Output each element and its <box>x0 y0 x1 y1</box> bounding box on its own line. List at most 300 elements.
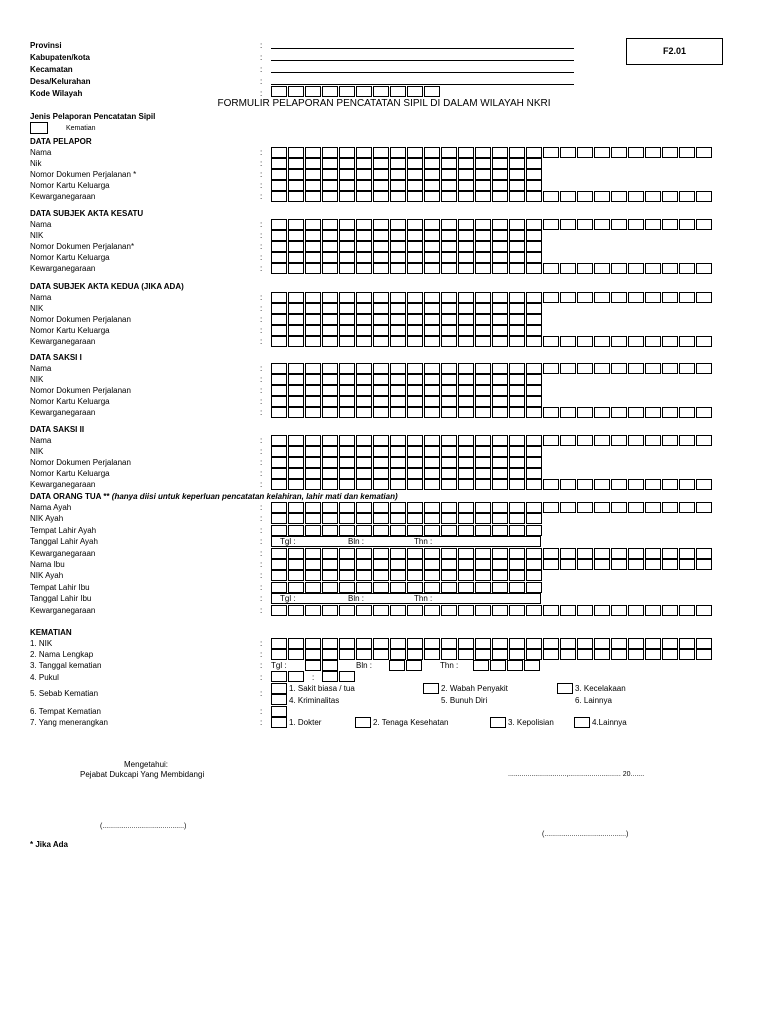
input-cell[interactable] <box>509 180 525 191</box>
input-cell[interactable] <box>441 263 457 274</box>
input-cell[interactable] <box>475 548 491 559</box>
input-cell[interactable] <box>390 363 406 374</box>
input-cell[interactable] <box>356 363 372 374</box>
input-cell[interactable] <box>339 169 355 180</box>
input-cell[interactable] <box>543 638 559 649</box>
input-cell[interactable] <box>339 86 355 97</box>
input-cell[interactable] <box>594 336 610 347</box>
input-cell[interactable] <box>407 263 423 274</box>
input-cell[interactable] <box>407 479 423 490</box>
input-cell[interactable] <box>594 502 610 513</box>
input-cell[interactable] <box>526 407 542 418</box>
input-cell[interactable] <box>407 638 423 649</box>
input-cell[interactable] <box>458 252 474 263</box>
input-cell[interactable] <box>271 180 287 191</box>
input-cell[interactable] <box>322 502 338 513</box>
input-cell[interactable] <box>271 396 287 407</box>
input-cell[interactable] <box>611 502 627 513</box>
input-cell[interactable] <box>696 548 712 559</box>
input-cell[interactable] <box>356 559 372 570</box>
input-cell[interactable] <box>407 649 423 660</box>
input-cell[interactable] <box>492 435 508 446</box>
input-cell[interactable] <box>322 292 338 303</box>
input-cell[interactable] <box>271 191 287 202</box>
input-cell[interactable] <box>322 468 338 479</box>
sebab-checkbox[interactable] <box>557 683 573 694</box>
input-cell[interactable] <box>526 374 542 385</box>
input-cell[interactable] <box>645 435 661 446</box>
input-cell[interactable] <box>339 191 355 202</box>
input-cell[interactable] <box>407 336 423 347</box>
input-cell[interactable] <box>322 230 338 241</box>
sebab-checkbox[interactable] <box>271 694 287 705</box>
input-cell[interactable] <box>679 435 695 446</box>
input-cell[interactable] <box>390 325 406 336</box>
input-cell[interactable] <box>356 325 372 336</box>
input-cell[interactable] <box>406 660 422 671</box>
input-cell[interactable] <box>441 180 457 191</box>
input-cell[interactable] <box>475 158 491 169</box>
input-cell[interactable] <box>390 582 406 593</box>
input-cell[interactable] <box>526 559 542 570</box>
input-cell[interactable] <box>339 407 355 418</box>
input-cell[interactable] <box>492 263 508 274</box>
input-cell[interactable] <box>475 502 491 513</box>
input-cell[interactable] <box>271 559 287 570</box>
input-cell[interactable] <box>288 582 304 593</box>
input-cell[interactable] <box>390 605 406 616</box>
input-cell[interactable] <box>543 191 559 202</box>
input-cell[interactable] <box>424 147 440 158</box>
input-cell[interactable] <box>424 385 440 396</box>
input-cell[interactable] <box>577 363 593 374</box>
input-cell[interactable] <box>322 525 338 536</box>
input-cell[interactable] <box>492 158 508 169</box>
input-cell[interactable] <box>594 292 610 303</box>
input-cell[interactable] <box>492 638 508 649</box>
input-cell[interactable] <box>645 191 661 202</box>
input-cell[interactable] <box>390 548 406 559</box>
input-cell[interactable] <box>492 169 508 180</box>
input-cell[interactable] <box>339 396 355 407</box>
input-cell[interactable] <box>424 479 440 490</box>
input-cell[interactable] <box>628 219 644 230</box>
input-cell[interactable] <box>390 158 406 169</box>
input-cell[interactable] <box>628 363 644 374</box>
input-cell[interactable] <box>645 407 661 418</box>
header-field-line[interactable] <box>271 84 574 85</box>
input-cell[interactable] <box>373 147 389 158</box>
input-cell[interactable] <box>322 180 338 191</box>
input-cell[interactable] <box>339 147 355 158</box>
input-cell[interactable] <box>373 169 389 180</box>
input-cell[interactable] <box>560 479 576 490</box>
input-cell[interactable] <box>271 525 287 536</box>
input-cell[interactable] <box>271 86 287 97</box>
input-cell[interactable] <box>577 435 593 446</box>
input-cell[interactable] <box>611 407 627 418</box>
input-cell[interactable] <box>356 241 372 252</box>
input-cell[interactable] <box>577 219 593 230</box>
place-date-line[interactable]: ..............................,........................... 20....... <box>508 771 645 778</box>
input-cell[interactable] <box>526 191 542 202</box>
input-cell[interactable] <box>271 649 287 660</box>
input-cell[interactable] <box>475 336 491 347</box>
input-cell[interactable] <box>356 525 372 536</box>
input-cell[interactable] <box>322 649 338 660</box>
input-cell[interactable] <box>288 457 304 468</box>
menerangkan-checkbox[interactable] <box>574 717 590 728</box>
input-cell[interactable] <box>594 605 610 616</box>
input-cell[interactable] <box>509 336 525 347</box>
input-cell[interactable] <box>424 325 440 336</box>
input-cell[interactable] <box>441 230 457 241</box>
input-cell[interactable] <box>322 660 338 671</box>
input-cell[interactable] <box>305 435 321 446</box>
input-cell[interactable] <box>288 468 304 479</box>
input-cell[interactable] <box>271 548 287 559</box>
input-cell[interactable] <box>509 582 525 593</box>
input-cell[interactable] <box>679 263 695 274</box>
input-cell[interactable] <box>407 169 423 180</box>
input-cell[interactable] <box>492 241 508 252</box>
input-cell[interactable] <box>594 479 610 490</box>
input-cell[interactable] <box>288 396 304 407</box>
input-cell[interactable] <box>407 435 423 446</box>
input-cell[interactable] <box>526 147 542 158</box>
input-cell[interactable] <box>390 241 406 252</box>
input-cell[interactable] <box>458 241 474 252</box>
input-cell[interactable] <box>441 446 457 457</box>
input-cell[interactable] <box>390 396 406 407</box>
input-cell[interactable] <box>475 407 491 418</box>
input-cell[interactable] <box>577 479 593 490</box>
input-cell[interactable] <box>526 605 542 616</box>
input-cell[interactable] <box>356 219 372 230</box>
input-cell[interactable] <box>594 191 610 202</box>
input-cell[interactable] <box>373 446 389 457</box>
input-cell[interactable] <box>696 263 712 274</box>
input-cell[interactable] <box>373 191 389 202</box>
input-cell[interactable] <box>407 252 423 263</box>
input-cell[interactable] <box>339 252 355 263</box>
input-cell[interactable] <box>322 158 338 169</box>
input-cell[interactable] <box>526 582 542 593</box>
input-cell[interactable] <box>407 513 423 524</box>
input-cell[interactable] <box>356 502 372 513</box>
input-cell[interactable] <box>322 314 338 325</box>
input-cell[interactable] <box>305 303 321 314</box>
input-cell[interactable] <box>356 147 372 158</box>
input-cell[interactable] <box>696 605 712 616</box>
input-cell[interactable] <box>458 325 474 336</box>
input-cell[interactable] <box>492 559 508 570</box>
input-cell[interactable] <box>339 457 355 468</box>
input-cell[interactable] <box>339 468 355 479</box>
input-cell[interactable] <box>271 169 287 180</box>
input-cell[interactable] <box>441 219 457 230</box>
input-cell[interactable] <box>305 363 321 374</box>
input-cell[interactable] <box>492 513 508 524</box>
input-cell[interactable] <box>390 314 406 325</box>
input-cell[interactable] <box>441 303 457 314</box>
input-cell[interactable] <box>543 559 559 570</box>
input-cell[interactable] <box>373 502 389 513</box>
input-cell[interactable] <box>288 292 304 303</box>
input-cell[interactable] <box>424 513 440 524</box>
input-cell[interactable] <box>526 525 542 536</box>
input-cell[interactable] <box>373 559 389 570</box>
input-cell[interactable] <box>288 548 304 559</box>
input-cell[interactable] <box>390 435 406 446</box>
input-cell[interactable] <box>441 638 457 649</box>
input-cell[interactable] <box>271 292 287 303</box>
input-cell[interactable] <box>288 147 304 158</box>
input-cell[interactable] <box>543 605 559 616</box>
input-cell[interactable] <box>271 479 287 490</box>
input-cell[interactable] <box>577 649 593 660</box>
input-cell[interactable] <box>424 169 440 180</box>
input-cell[interactable] <box>475 513 491 524</box>
input-cell[interactable] <box>458 468 474 479</box>
input-cell[interactable] <box>458 570 474 581</box>
input-cell[interactable] <box>288 671 304 682</box>
input-cell[interactable] <box>373 314 389 325</box>
input-cell[interactable] <box>339 292 355 303</box>
input-cell[interactable] <box>509 292 525 303</box>
input-cell[interactable] <box>407 219 423 230</box>
input-cell[interactable] <box>424 396 440 407</box>
input-cell[interactable] <box>407 180 423 191</box>
input-cell[interactable] <box>458 219 474 230</box>
input-cell[interactable] <box>509 457 525 468</box>
input-cell[interactable] <box>645 605 661 616</box>
input-cell[interactable] <box>611 263 627 274</box>
input-cell[interactable] <box>373 513 389 524</box>
input-cell[interactable] <box>288 191 304 202</box>
input-cell[interactable] <box>628 559 644 570</box>
input-cell[interactable] <box>373 548 389 559</box>
input-cell[interactable] <box>611 147 627 158</box>
input-cell[interactable] <box>509 374 525 385</box>
input-cell[interactable] <box>407 407 423 418</box>
input-cell[interactable] <box>543 263 559 274</box>
input-cell[interactable] <box>339 336 355 347</box>
input-cell[interactable] <box>560 292 576 303</box>
date-field[interactable] <box>271 536 541 547</box>
input-cell[interactable] <box>679 219 695 230</box>
input-cell[interactable] <box>492 582 508 593</box>
input-cell[interactable] <box>322 671 338 682</box>
input-cell[interactable] <box>611 292 627 303</box>
input-cell[interactable] <box>322 446 338 457</box>
input-cell[interactable] <box>288 502 304 513</box>
input-cell[interactable] <box>339 263 355 274</box>
input-cell[interactable] <box>322 241 338 252</box>
input-cell[interactable] <box>356 169 372 180</box>
input-cell[interactable] <box>322 86 338 97</box>
input-cell[interactable] <box>441 241 457 252</box>
input-cell[interactable] <box>322 252 338 263</box>
input-cell[interactable] <box>424 468 440 479</box>
input-cell[interactable] <box>407 374 423 385</box>
input-cell[interactable] <box>509 303 525 314</box>
input-cell[interactable] <box>662 336 678 347</box>
input-cell[interactable] <box>662 638 678 649</box>
input-cell[interactable] <box>373 407 389 418</box>
input-cell[interactable] <box>441 363 457 374</box>
input-cell[interactable] <box>577 191 593 202</box>
input-cell[interactable] <box>356 548 372 559</box>
input-cell[interactable] <box>543 292 559 303</box>
input-cell[interactable] <box>356 570 372 581</box>
input-cell[interactable] <box>526 548 542 559</box>
input-cell[interactable] <box>373 525 389 536</box>
input-cell[interactable] <box>492 336 508 347</box>
header-field-line[interactable] <box>271 60 574 61</box>
input-cell[interactable] <box>407 385 423 396</box>
input-cell[interactable] <box>492 605 508 616</box>
input-cell[interactable] <box>424 230 440 241</box>
input-cell[interactable] <box>628 292 644 303</box>
input-cell[interactable] <box>458 191 474 202</box>
input-cell[interactable] <box>594 147 610 158</box>
input-cell[interactable] <box>322 605 338 616</box>
input-cell[interactable] <box>543 336 559 347</box>
input-cell[interactable] <box>373 219 389 230</box>
input-cell[interactable] <box>305 374 321 385</box>
input-cell[interactable] <box>407 230 423 241</box>
input-cell[interactable] <box>339 435 355 446</box>
date-field[interactable] <box>271 593 541 604</box>
input-cell[interactable] <box>492 147 508 158</box>
input-cell[interactable] <box>475 396 491 407</box>
input-cell[interactable] <box>662 435 678 446</box>
input-cell[interactable] <box>390 502 406 513</box>
input-cell[interactable] <box>271 446 287 457</box>
input-cell[interactable] <box>594 638 610 649</box>
input-cell[interactable] <box>373 570 389 581</box>
input-cell[interactable] <box>509 548 525 559</box>
input-cell[interactable] <box>458 169 474 180</box>
input-cell[interactable] <box>305 513 321 524</box>
input-cell[interactable] <box>305 446 321 457</box>
input-cell[interactable] <box>389 660 405 671</box>
input-cell[interactable] <box>696 292 712 303</box>
input-cell[interactable] <box>271 336 287 347</box>
input-cell[interactable] <box>577 263 593 274</box>
input-cell[interactable] <box>271 671 287 682</box>
menerangkan-checkbox[interactable] <box>355 717 371 728</box>
input-cell[interactable] <box>305 502 321 513</box>
input-cell[interactable] <box>458 158 474 169</box>
input-cell[interactable] <box>679 292 695 303</box>
input-cell[interactable] <box>560 548 576 559</box>
input-cell[interactable] <box>594 649 610 660</box>
input-cell[interactable] <box>305 191 321 202</box>
input-cell[interactable] <box>441 169 457 180</box>
input-cell[interactable] <box>526 649 542 660</box>
input-cell[interactable] <box>271 314 287 325</box>
input-cell[interactable] <box>356 86 372 97</box>
input-cell[interactable] <box>492 180 508 191</box>
input-cell[interactable] <box>458 147 474 158</box>
input-cell[interactable] <box>305 169 321 180</box>
input-cell[interactable] <box>458 396 474 407</box>
input-cell[interactable] <box>509 230 525 241</box>
input-cell[interactable] <box>424 219 440 230</box>
input-cell[interactable] <box>339 502 355 513</box>
input-cell[interactable] <box>577 605 593 616</box>
input-cell[interactable] <box>407 292 423 303</box>
input-cell[interactable] <box>662 363 678 374</box>
input-cell[interactable] <box>577 336 593 347</box>
input-cell[interactable] <box>662 559 678 570</box>
input-cell[interactable] <box>305 147 321 158</box>
input-cell[interactable] <box>628 435 644 446</box>
input-cell[interactable] <box>288 435 304 446</box>
input-cell[interactable] <box>390 479 406 490</box>
input-cell[interactable] <box>458 446 474 457</box>
input-cell[interactable] <box>356 582 372 593</box>
input-cell[interactable] <box>611 363 627 374</box>
input-cell[interactable] <box>475 468 491 479</box>
input-cell[interactable] <box>509 570 525 581</box>
input-cell[interactable] <box>492 468 508 479</box>
input-cell[interactable] <box>271 263 287 274</box>
input-cell[interactable] <box>322 407 338 418</box>
input-cell[interactable] <box>475 605 491 616</box>
input-cell[interactable] <box>492 525 508 536</box>
input-cell[interactable] <box>475 191 491 202</box>
input-cell[interactable] <box>475 446 491 457</box>
input-cell[interactable] <box>679 191 695 202</box>
input-cell[interactable] <box>424 638 440 649</box>
input-cell[interactable] <box>577 502 593 513</box>
input-cell[interactable] <box>373 374 389 385</box>
input-cell[interactable] <box>407 191 423 202</box>
input-cell[interactable] <box>288 513 304 524</box>
input-cell[interactable] <box>271 513 287 524</box>
input-cell[interactable] <box>339 180 355 191</box>
input-cell[interactable] <box>373 385 389 396</box>
input-cell[interactable] <box>458 314 474 325</box>
input-cell[interactable] <box>458 638 474 649</box>
input-cell[interactable] <box>407 570 423 581</box>
input-cell[interactable] <box>509 385 525 396</box>
input-cell[interactable] <box>390 525 406 536</box>
input-cell[interactable] <box>305 219 321 230</box>
input-cell[interactable] <box>475 638 491 649</box>
input-cell[interactable] <box>271 407 287 418</box>
input-cell[interactable] <box>424 241 440 252</box>
input-cell[interactable] <box>509 325 525 336</box>
input-cell[interactable] <box>645 292 661 303</box>
input-cell[interactable] <box>594 263 610 274</box>
input-cell[interactable] <box>424 180 440 191</box>
input-cell[interactable] <box>356 230 372 241</box>
input-cell[interactable] <box>339 582 355 593</box>
input-cell[interactable] <box>475 314 491 325</box>
input-cell[interactable] <box>509 649 525 660</box>
input-cell[interactable] <box>424 559 440 570</box>
input-cell[interactable] <box>475 325 491 336</box>
input-cell[interactable] <box>322 336 338 347</box>
input-cell[interactable] <box>662 191 678 202</box>
input-cell[interactable] <box>407 86 423 97</box>
input-cell[interactable] <box>322 191 338 202</box>
input-cell[interactable] <box>288 86 304 97</box>
